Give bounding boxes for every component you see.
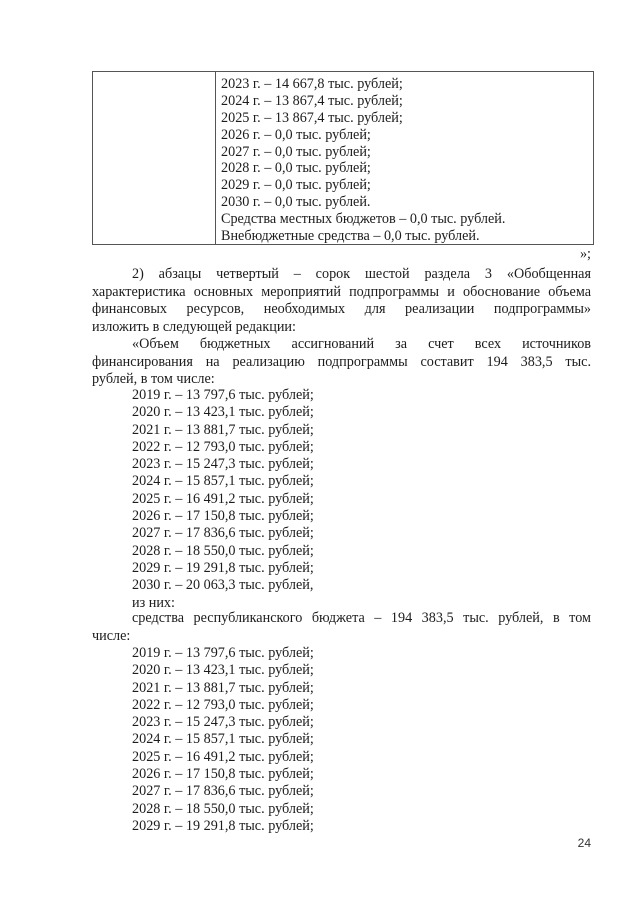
list-item: 2022 г. – 12 793,0 тыс. рублей; (132, 696, 314, 713)
paragraph-line: числе: (92, 627, 131, 644)
list-item: 2028 г. – 18 550,0 тыс. рублей; (132, 542, 314, 559)
paragraph-3 (92, 336, 591, 389)
table-cell-right (221, 76, 505, 245)
table-column-divider (215, 72, 216, 244)
list-item: 2019 г. – 13 797,6 тыс. рублей; (132, 645, 314, 661)
table-line: Внебюджетные средства – 0,0 тыс. рублей. (221, 228, 480, 245)
paragraph-line: средства республиканского бюджета – 194 383,5 тыс. рублей, в том (132, 610, 591, 626)
table-line: 2023 г. – 14 667,8 тыс. рублей; (221, 76, 403, 92)
table-line: 2025 г. – 13 867,4 тыс. рублей; (221, 109, 403, 126)
table-line: 2027 г. – 0,0 тыс. рублей; (221, 143, 371, 160)
list-item: 2019 г. – 13 797,6 тыс. рублей; (132, 387, 314, 403)
page-number: 24 (577, 836, 591, 850)
table-line: 2024 г. – 13 867,4 тыс. рублей; (221, 92, 403, 109)
paragraph-line: финансовых ресурсов, необходимых для реализации подпрограммы» (92, 301, 591, 318)
list-item: 2024 г. – 15 857,1 тыс. рублей; (132, 731, 314, 748)
years-total-list (132, 387, 314, 612)
funding-table (92, 71, 594, 245)
table-line: 2029 г. – 0,0 тыс. рублей; (221, 177, 371, 194)
table-line: Средства местных бюджетов – 0,0 тыс. рублей. (221, 211, 506, 228)
list-item: 2025 г. – 16 491,2 тыс. рублей; (132, 748, 314, 765)
closing-quote: »; (579, 246, 591, 262)
list-item: 2030 г. – 20 063,3 тыс. рублей, (132, 577, 314, 594)
list-item: 2022 г. – 12 793,0 тыс. рублей; (132, 438, 314, 455)
years-republican-list (132, 645, 314, 835)
paragraph-line: рублей, в том числе: (92, 371, 215, 388)
paragraph-line: финансирования на реализацию подпрограммы составит 194 383,5 тыс. (92, 353, 591, 370)
list-item: 2020 г. – 13 423,1 тыс. рублей; (132, 662, 314, 679)
paragraph-4 (92, 610, 591, 645)
list-item: 2024 г. – 15 857,1 тыс. рублей; (132, 473, 314, 490)
list-item: 2026 г. – 17 150,8 тыс. рублей; (132, 508, 314, 525)
list-item: 2023 г. – 15 247,3 тыс. рублей; (132, 456, 314, 473)
paragraph-line: 2) абзацы четвертый – сорок шестой раздела 3 «Обобщенная (132, 266, 591, 282)
paragraph-line: изложить в следующей редакции: (92, 319, 296, 336)
list-item: из них: (132, 594, 175, 611)
list-item: 2021 г. – 13 881,7 тыс. рублей; (132, 421, 314, 438)
list-item: 2021 г. – 13 881,7 тыс. рублей; (132, 679, 314, 696)
list-item: 2029 г. – 19 291,8 тыс. рублей; (132, 559, 314, 576)
list-item: 2027 г. – 17 836,6 тыс. рублей; (132, 525, 314, 542)
list-item: 2020 г. – 13 423,1 тыс. рублей; (132, 404, 314, 421)
table-line: 2026 г. – 0,0 тыс. рублей; (221, 126, 371, 143)
list-item: 2028 г. – 18 550,0 тыс. рублей; (132, 800, 314, 817)
paragraph-2 (92, 266, 591, 337)
paragraph-line: «Объем бюджетных ассигнований за счет всех источников (132, 336, 591, 352)
paragraph-line: характеристика основных мероприятий подпрограммы и обоснование объема (92, 283, 591, 300)
table-line: 2028 г. – 0,0 тыс. рублей; (221, 160, 371, 177)
list-item: 2025 г. – 16 491,2 тыс. рублей; (132, 490, 314, 507)
list-item: 2023 г. – 15 247,3 тыс. рублей; (132, 714, 314, 731)
list-item: 2026 г. – 17 150,8 тыс. рублей; (132, 766, 314, 783)
table-line: 2030 г. – 0,0 тыс. рублей. (221, 194, 371, 211)
list-item: 2029 г. – 19 291,8 тыс. рублей; (132, 817, 314, 834)
list-item: 2027 г. – 17 836,6 тыс. рублей; (132, 783, 314, 800)
